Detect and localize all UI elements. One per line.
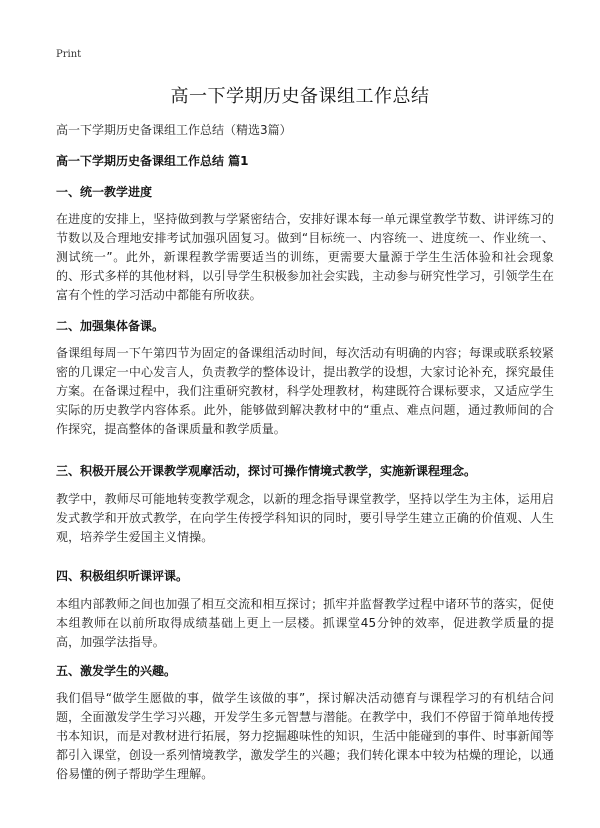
section-heading-4: 四、积极组织听课评课。 xyxy=(56,569,189,583)
section-paragraph-1: 在进度的安排上，坚持做到教与学紧密结合，安排好课本每一单元课堂教学节数、讲评练习的节数以及合理地安排考试加强巩固复习。做到“目标统一、内容统一、进度统一、作业统一、测试统一”。此外，新课程教学需要适当的训练，更需要大量源于学生生活体验和社会现象的、形式多样的其他材料，以引导学生积极参加社会实践，主动参与研究性学习，引领学生在富有个性的学习活动中都能有所收获。 xyxy=(56,212,554,302)
section-heading-5: 五、激发学生的兴趣。 xyxy=(56,664,177,678)
article-title: 高一下学期历史备课组工作总结 篇1 xyxy=(56,154,249,168)
section-paragraph-4: 本组内部教师之间也加强了相互交流和相互探讨；抓牢并监督教学过程中诸环节的落实，促使本组教师在以前所取得成绩基础上更上一层楼。抓课堂45分钟的效率，促进教学质量的提高，加强学法指导。 xyxy=(56,597,554,649)
section-heading-2: 二、加强集体备课。 xyxy=(56,319,165,333)
document-subtitle: 高一下学期历史备课组工作总结（精选3篇） xyxy=(56,123,292,137)
print-label: Print xyxy=(56,49,82,60)
document-title: 高一下学期历史备课组工作总结 xyxy=(170,86,430,107)
section-paragraph-5: 我们倡导“做学生愿做的事，做学生该做的事”，探讨解决活动德育与课程学习的有机结合问题，全面激发学生学习兴趣，开发学生多元智慧与潜能。在教学中，我们不停留于简单地传授书本知识，而是对教材进行拓展，努力挖掘趣味性的知识，生活中能碰到的事件、时事新闻等都引入课堂，创设一系列情境教学，激发学生的兴趣；我们转化课本中较为枯燥的理论，以通俗易懂的例子帮助学生理解。 xyxy=(56,691,554,781)
section-heading-1: 一、统一教学进度 xyxy=(56,185,153,199)
section-heading-3: 三、积极开展公开课教学观摩活动，探讨可操作情境式教学，实施新课程理念。 xyxy=(56,464,477,478)
section-paragraph-3: 教学中，教师尽可能地转变教学观念，以新的理念指导课堂教学，坚持以学生为主体，运用启发式教学和开放式教学，在向学生传授学科知识的同时，要引导学生建立正确的价值观、人生观，培养学生爱国主义情操。 xyxy=(56,492,554,544)
section-paragraph-2: 备课组每周一下午第四节为固定的备课组活动时间，每次活动有明确的内容；每课或联系较紧密的几课定一中心发言人，负责教学的整体设计，提出教学的设想，大家讨论补充，探究最佳方案。在备课过程中，我们注重研究教材，科学处理教材，构建既符合课标要求，又适应学生实际的历史教学内容体系。此外，能够做到解决教材中的“重点、难点问题，通过教师间的合作探究，提高整体的备课质量和教学质量。 xyxy=(56,346,554,436)
